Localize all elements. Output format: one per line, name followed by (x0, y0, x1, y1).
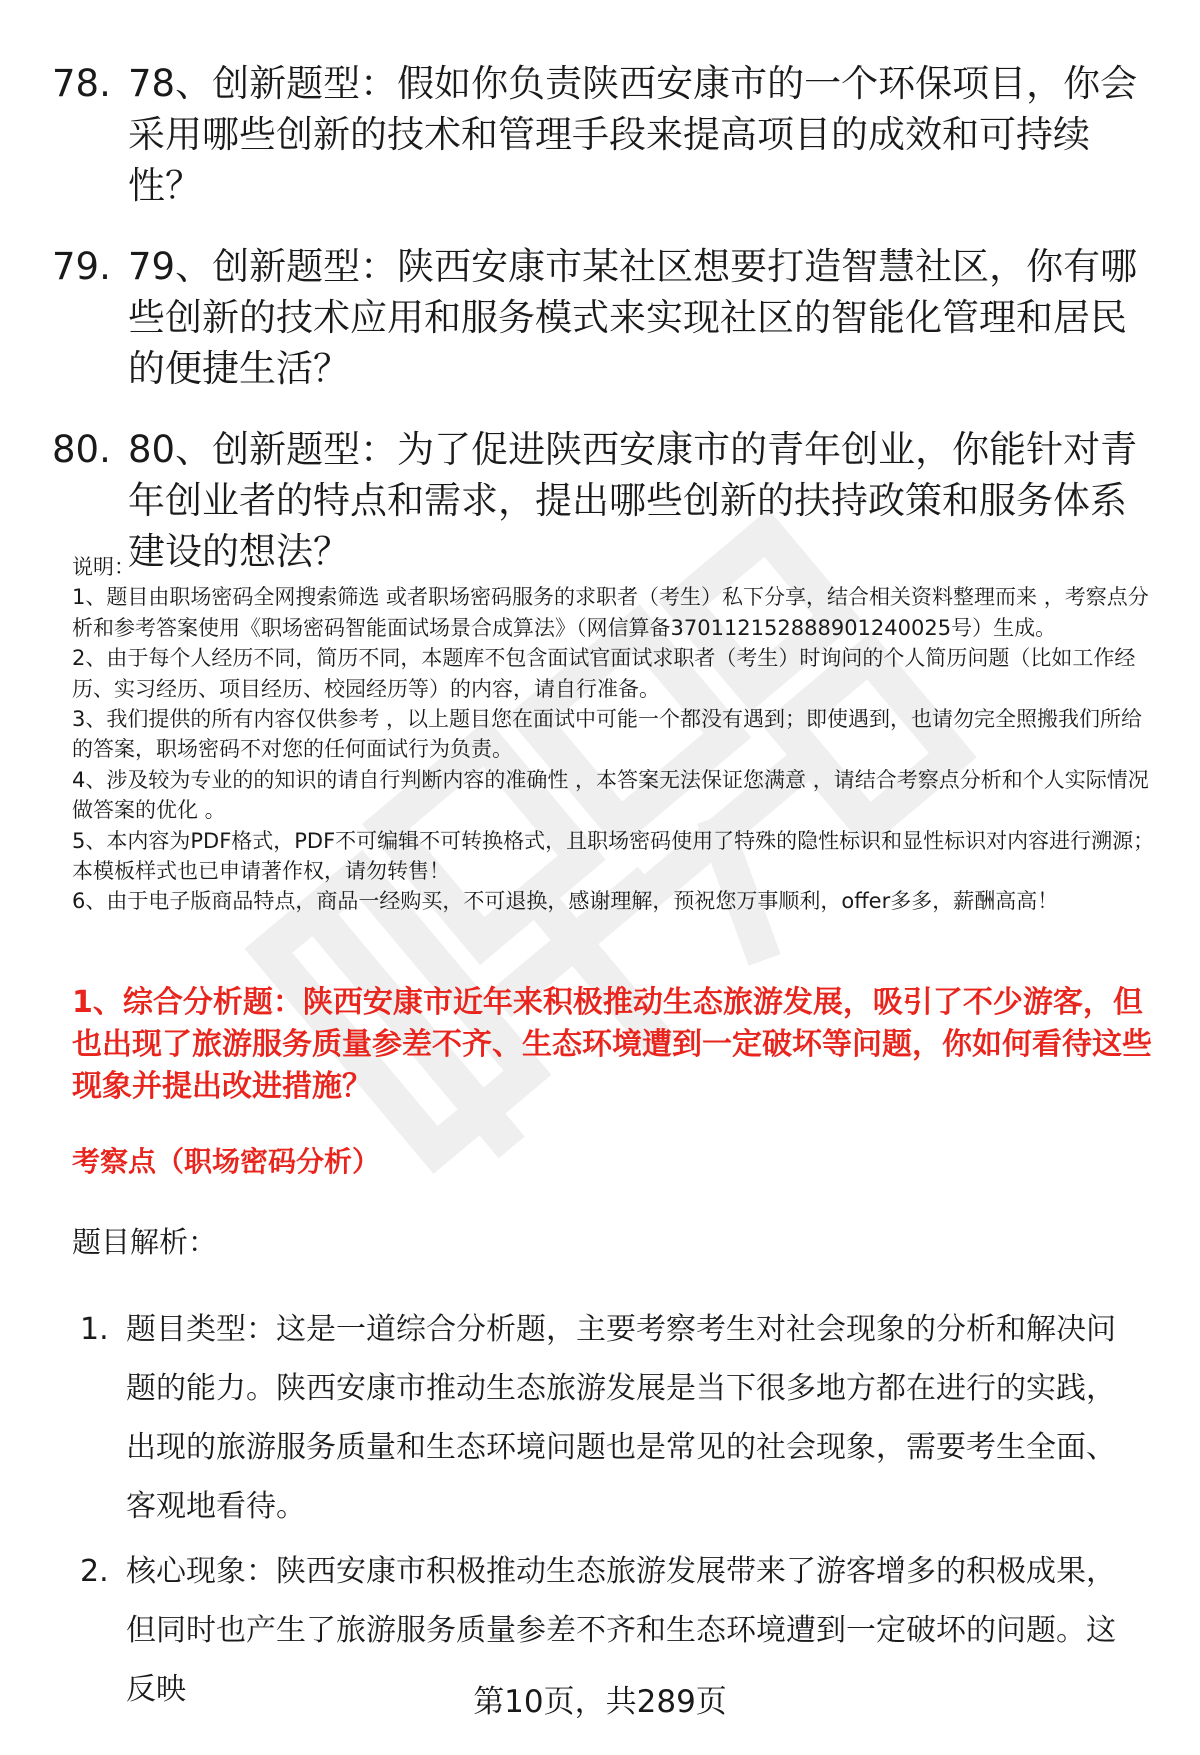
note-item: 3、我们提供的所有内容仅供参考 ，以上题目您在面试中可能一个都没有遇到；即使遇到，也请勿完全照搬我们所给的答案，职场密码不对您的任何面试行为负责。 (72, 707, 1143, 762)
notes-heading: 说明： (72, 555, 135, 579)
analysis-list (80, 1300, 1140, 1725)
note-item: 2、由于每个人经历不同，简历不同，本题库不包含面试官面试求职者（考生）时询问的个人简历问题（比如工作经历、实习经历、项目经历、校园经历等）的内容，请自行准备。 (72, 646, 1136, 701)
note-item: 5、本内容为PDF格式，PDF不可编辑不可转换格式，且职场密码使用了特殊的隐性标识和显性标识对内容进行溯源；本模板样式也已申请著作权，请勿转售！ (72, 828, 1155, 884)
question-item (52, 58, 1152, 211)
note-item: 6、由于电子版商品特点，商品一经购买，不可退换，感谢理解，预祝您万事顺利，offer多多，薪酬高高！ (72, 889, 1059, 914)
analysis-item-number: 2. (80, 1554, 109, 1589)
question-item (52, 241, 1152, 394)
question-number: 79. (52, 245, 111, 288)
note-item: 1、题目由职场密码全网搜索筛选 或者职场密码服务的求职者（考生）私下分享，结合相关资料整理而来 ，考察点分析和参考答案使用《职场密码智能面试场景合成算法》（网信算备370112152888901240025号）生成。 (72, 585, 1149, 640)
question-text: 79、创新题型：陕西安康市某社区想要打造智慧社区，你有哪些创新的技术应用和服务模式来实现社区的智能化管理和居民的便捷生活？ (128, 245, 1138, 390)
question-text: 80、创新题型：为了促进陕西安康市的青年创业，你能针对青年创业者的特点和需求，提出哪些创新的扶持政策和服务体系建设的想法？ (128, 428, 1138, 573)
question-number: 80. (52, 428, 111, 471)
question-list (52, 58, 1152, 607)
analysis-item-text: 核心现象：陕西安康市积极推动生态旅游发展带来了游客增多的积极成果，但同时也产生了旅游服务质量参差不齐和生态环境遭到一定破坏的问题。这反映 (126, 1554, 1116, 1707)
note-item: 4、涉及较为专业的的知识的请自行判断内容的准确性 ，本答案无法保证您满意 ，请结合考察点分析和个人实际情况做答案的优化 。 (72, 767, 1149, 823)
page-footer: 第10页，共289页 (473, 1684, 727, 1720)
analysis-item-text: 题目类型：这是一道综合分析题，主要考察考生对社会现象的分析和解决问题的能力。陕西安康市推动生态旅游发展是当下很多地方都在进行的实践，出现的旅游服务质量和生态环境问题也是常见的社会现象，需要考生全面、客观地看待。 (126, 1312, 1116, 1524)
analysis-label: 考察点（职场密码分析） (72, 1145, 381, 1178)
main-question: 1、综合分析题：陕西安康市近年来积极推动生态旅游发展，吸引了不少游客，但也出现了旅游服务质量参差不齐、生态环境遭到一定破坏等问题，你如何看待这些现象并提出改进措施？ (72, 985, 1152, 1104)
question-number: 78. (52, 62, 111, 105)
question-text: 78、创新题型：假如你负责陕西安康市的一个环保项目，你会采用哪些创新的技术和管理手段来提高项目的成效和可持续性？ (128, 62, 1138, 207)
analysis-item (80, 1300, 1140, 1536)
analysis-heading: 题目解析： (72, 1225, 218, 1259)
analysis-item-number: 1. (80, 1312, 109, 1347)
notes-section (72, 552, 1162, 917)
